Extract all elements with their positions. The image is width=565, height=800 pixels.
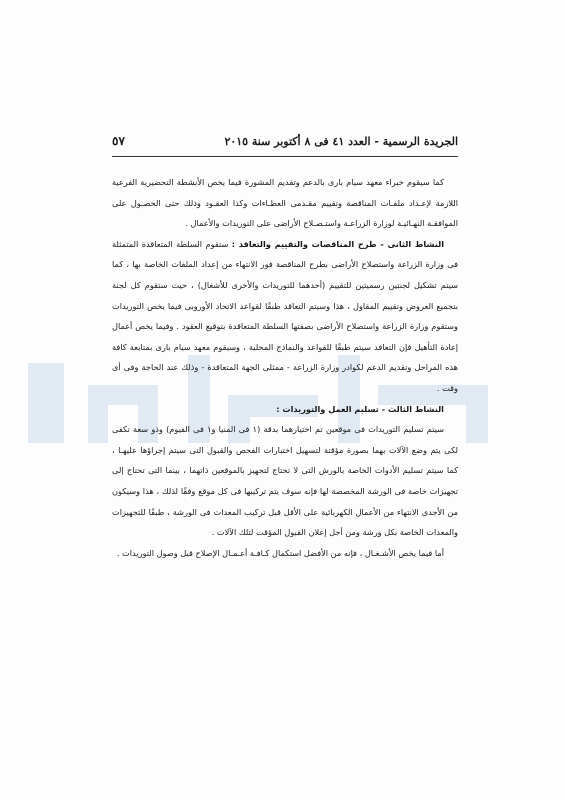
paragraph-4: أما فيما يخص الأشـغـال ، فإنه من الأفضل استكمال كـافـة أعـمـال الإصلاح قبل وصول التوريدات . — [116, 547, 444, 558]
paragraph-3: سيتم تسليم التوريدات فى موقعين تم اختيارهما بدقة (١ فى المنيا و١ فى الفيوم) وذو سعة تكفى لكى يتم وضع الآلات بهما بصورة مؤقتة لتسهيل اختبارات الفحص والقبول التى سيتم إجراؤها عليهـا ، كما سيتم تسليم الأدوات الخاصة بالورش التى لا تحتاج لتجهيز بالموقعين ذاتهما ، بينما التى تحتاج إلى تجهيزات خاصة فى الورشة المخصصة لها فإنه سوف يتم تركيبها فى كل موقع وفقًا لذلك ، هذا وسيكون من الأجدى الانتهاء من الأعمال الكهربائية على الأقل قبل تركيب المعدات فى الورشة ، طبقًا للتجهيزات والمعدات الخاصة بكل ورشة ومن أجل إعلان القبول المؤقت لتلك الآلات . — [112, 424, 458, 538]
document-body — [112, 172, 458, 563]
page-number: ٥٧ — [112, 134, 125, 148]
section-heading-2: النشاط الثانى - طرح المناقصات والتقييم والتعاقد : — [231, 238, 444, 249]
paragraph-2-body: ستقوم السلطة المتعاقدة المتمثلة فى وزارة الزراعة واستصلاح الأراضى بطرح المناقصة فور الانتهاء من إعداد الملفات الخاصة بها ، كما سيتم تشكيل لجنتين رسميتين للتقييم (أحدهما للتوريدات والأخرى للأشغال) ، حيث ستقوم كل لجنة بتجميع العروض وتقييم المقاول ، هذا وسيتم التعاقد طبقًا لقواعد الاتحاد الأوروبى فيما يخص التوريدات وستقوم وزارة الزراعة واستصلاح الأراضى بصفتها السلطة المتعاقدة بتوقيع العقود . وفيما يخص أعمال إعادة التأهيل فإن التعاقد سيتم طبقًا للقواعد والنماذج المحلية ، وسيقوم معهد سيام بارى بمتابعة كافة هذه المراحل وتقديم الدعم لكوادر وزارة الزراعة - ممثلى الجهة المتعاقدة - وذلك عند الحاجة وفى أى وقت . — [112, 238, 458, 393]
gazette-title: الجريدة الرسمية - العدد ٤١ فى ٨ أكتوبر سنة ٢٠١٥ — [224, 134, 458, 148]
paragraph-2 — [112, 234, 458, 399]
section-heading-3: النشاط الثالث - تسليم العمل والتوريدات : — [276, 403, 444, 414]
section-heading-3-line — [112, 399, 458, 420]
paragraph-1: كما سيقوم خبراء معهد سيام بارى بالدعم وتقديم المشورة فيما يخص الأنشطة التحضيرية الفرعية اللازمة لإعـداد ملفـات المناقصة وتقييم مقـدمى العطـاءات وكذا العقـود وذلك حتى الحصـول على الموافقـة النهـائيـة لوزارة الزراعـة واستـصـلاح الأراضى على التوريدات والأعمال . — [112, 177, 458, 229]
page-header — [112, 130, 458, 157]
